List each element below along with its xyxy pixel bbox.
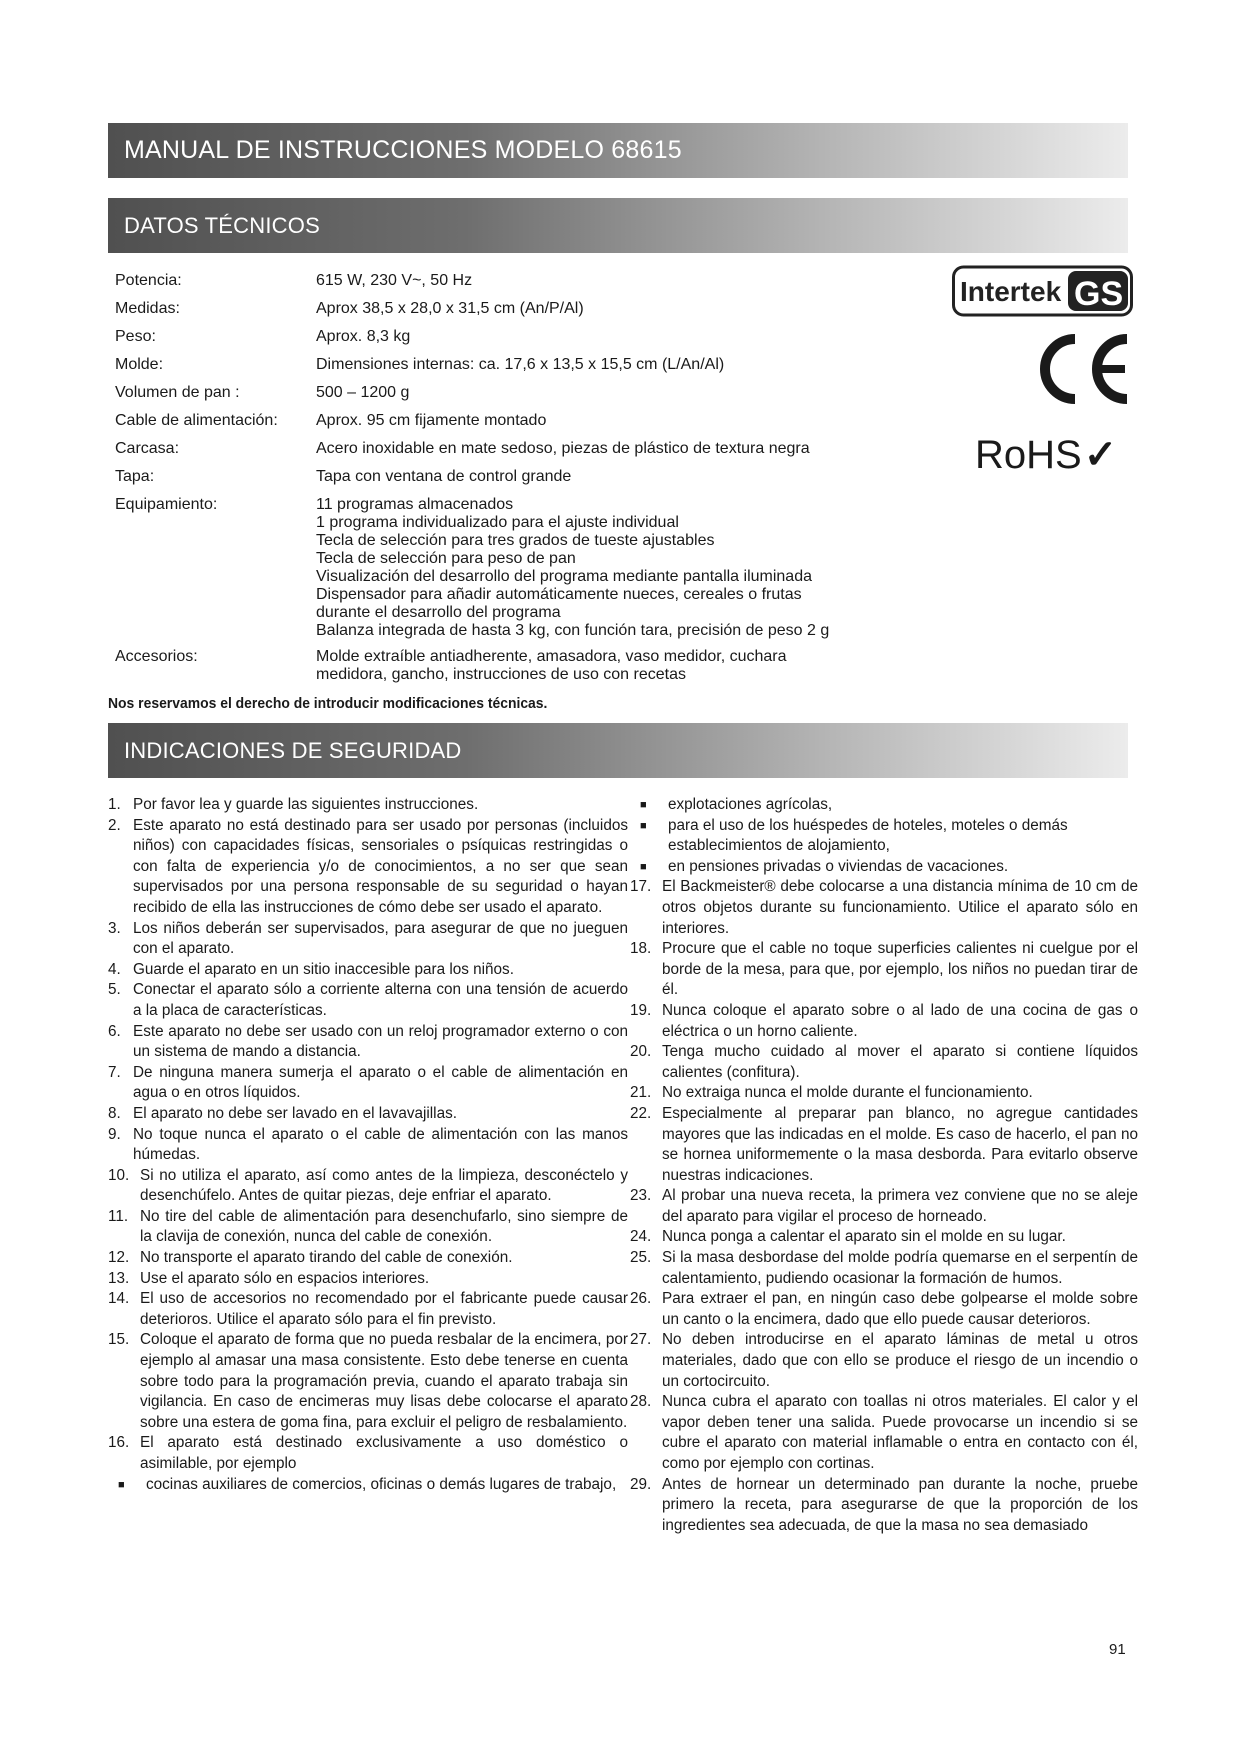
ce-mark [1035, 331, 1131, 407]
item-number: 2. [108, 816, 121, 834]
item-number: 4. [108, 960, 121, 978]
list-item [630, 1083, 1138, 1104]
spec-row [115, 300, 896, 318]
spec-row [115, 440, 896, 458]
spec-label: Tapa: [115, 468, 155, 485]
spec-value: 615 W, 230 V~, 50 Hz [316, 272, 473, 289]
spec-label: Cable de alimentación: [115, 412, 278, 429]
spec-value: Aprox. 8,3 kg [316, 328, 411, 345]
item-number: 8. [108, 1104, 121, 1122]
spec-value: Aprox. 95 cm fijamente montado [316, 412, 547, 429]
item-text: Al probar una nueva receta, la primera vez conviene que no se aleje del aparato para vigilar el proceso de horneado. [662, 1187, 1138, 1225]
square-bullet-icon: ■ [640, 819, 647, 832]
item-number: 28. [630, 1393, 652, 1411]
item-number: 10. [108, 1166, 130, 1184]
item-number: 17. [630, 878, 652, 896]
spec-label: Carcasa: [115, 440, 180, 457]
item-text: Conectar el aparato sólo a corriente alterna con una tensión de acuerdo a la placa de características. [133, 981, 628, 1019]
list-item [630, 1227, 1138, 1248]
item-number: 22. [630, 1104, 652, 1122]
item-number: 27. [630, 1331, 652, 1349]
bullet-item [630, 816, 1138, 857]
spec-value: Tapa con ventana de control grande [316, 468, 572, 485]
intertek-text: Intertek [960, 276, 1062, 307]
list-item [108, 919, 628, 960]
item-number: 1. [108, 796, 121, 813]
spec-row [115, 272, 896, 290]
item-text: Si no utiliza el aparato, así como antes de la limpieza, desconéctelo y desenchúfelo. Antes de quitar piezas, deje enfriar el aparato. [140, 1166, 628, 1205]
list-item [630, 1001, 1138, 1042]
safety-title: INDICACIONES DE SEGURIDAD [124, 737, 462, 763]
page-number: 91 [1109, 1641, 1126, 1658]
item-number: 13. [108, 1269, 130, 1287]
spec-value: Aprox 38,5 x 28,0 x 31,5 cm (An/P/Al) [316, 300, 584, 317]
list-item [630, 1475, 1138, 1537]
checkmark-icon: ✓ [1083, 433, 1118, 477]
list-item [630, 877, 1138, 939]
item-number: 24. [630, 1228, 652, 1246]
item-number: 5. [108, 981, 121, 999]
item-text: No deben introducirse en el aparato láminas de metal u otros materiales, dado que con ello se produce el riesgo de un incendio o un cortocircuito. [662, 1331, 1138, 1390]
list-item [108, 1433, 628, 1474]
list-item [108, 1330, 628, 1433]
bullet-text: explotaciones agrícolas, [668, 796, 833, 813]
list-item [108, 1207, 628, 1248]
list-item [108, 1248, 628, 1269]
item-number: 20. [630, 1043, 652, 1061]
item-number: 23. [630, 1187, 652, 1205]
item-number: 12. [108, 1249, 130, 1267]
intertek-gs-logo [952, 263, 1134, 319]
item-number: 25. [630, 1249, 652, 1267]
bullet-text: en pensiones privadas o viviendas de vacaciones. [668, 857, 1009, 875]
item-number: 19. [630, 1001, 652, 1019]
item-text: El aparato está destinado exclusivamente a uso doméstico o asimilable, por ejemplo [140, 1434, 628, 1472]
spec-label: Molde: [115, 356, 164, 373]
spec-value: Molde extraíble antiadherente, amasadora, vaso medidor, cuchara medidora, gancho, instrucciones de uso con recetas [316, 648, 787, 683]
item-text: Tenga mucho cuidado al mover el aparato si contiene líquidos calientes (confitura). [662, 1043, 1138, 1081]
safety-list-right [630, 795, 1138, 1536]
item-number: 15. [108, 1331, 130, 1349]
item-number: 26. [630, 1290, 652, 1308]
item-text: No toque nunca el aparato o el cable de alimentación con las manos húmedas. [133, 1125, 628, 1164]
list-item [108, 1289, 628, 1330]
bullet-item [630, 795, 1138, 816]
item-text: Este aparato no está destinado para ser usado por personas (incluidos niños) con capacidades físicas, sensoriales o psíquicas restringidas o con falta de experiencia y/o de conocimientos, a no ser que sean supervisados por una persona responsable de su seguridad o hayan recibido de ella las instrucciones de cómo debe ser usado el aparato. [133, 816, 628, 916]
spec-row [115, 496, 896, 640]
list-item [630, 1104, 1138, 1186]
spec-label: Medidas: [115, 300, 180, 317]
item-text: Antes de hornear un determinado pan durante la noche, pruebe primero la receta, para asegurarse de que la proporción de los ingredientes sea adecuada, de que la masa no sea demasiado [662, 1475, 1138, 1534]
list-item [630, 939, 1138, 1001]
spec-row [115, 412, 896, 430]
item-text: Nunca cubra el aparato con toallas ni otros materiales. El calor y el vapor deben tener una salida. Puede provocarse un incendio si se cubre el aparato con material inflamable o entra en contacto con él, como por ejemplo con cortinas. [662, 1393, 1138, 1472]
spec-value: 500 – 1200 g [316, 384, 410, 401]
item-number: 21. [630, 1084, 652, 1102]
item-text: Use el aparato sólo en espacios interiores. [140, 1269, 430, 1287]
gs-text: GS [1074, 275, 1124, 313]
item-text: Este aparato no debe ser usado con un reloj programador externo o con un sistema de mando a distancia. [133, 1022, 628, 1061]
item-text: Especialmente al preparar pan blanco, no agregue cantidades mayores que las indicadas en el molde. Es caso de hacerlo, el pan no se hornea uniformemente o la masa desborda. Para evitarlo observe nuestras indicaciones. [662, 1104, 1138, 1184]
item-text: Los niños deberán ser supervisados, para asegurar de que no jueguen con el aparato. [133, 919, 628, 958]
manual-title-banner [108, 123, 1128, 178]
item-text: El aparato no debe ser lavado en el lavavajillas. [133, 1104, 457, 1122]
spec-label: Potencia: [115, 272, 182, 289]
list-item [108, 960, 628, 981]
item-text: No tire del cable de alimentación para desenchufarlo, sino siempre de la clavija de conexión, nunca del cable de conexión. [140, 1207, 628, 1246]
item-text: Si la masa desbordase del molde podría quemarse en el serpentín de calentamiento, pudiendo ocasionar la formación de humos. [662, 1249, 1138, 1287]
spec-row [115, 356, 896, 374]
list-item [630, 1248, 1138, 1289]
safety-banner [108, 723, 1128, 778]
reserve-note: Nos reservamos el derecho de introducir modificaciones técnicas. [108, 696, 548, 712]
spec-row [115, 384, 896, 402]
item-text: Nunca ponga a calentar el aparato sin el molde en su lugar. [662, 1228, 1066, 1246]
bullet-text: para el uso de los huéspedes de hoteles, moteles o demás establecimientos de alojamiento, [668, 816, 1068, 855]
list-item [108, 1063, 628, 1104]
list-item [630, 1330, 1138, 1392]
spec-row [115, 328, 896, 346]
item-text: Guarde el aparato en un sitio inaccesible para los niños. [133, 960, 514, 978]
item-text: De ninguna manera sumerja el aparato o el cable de alimentación en agua o en otros líquidos. [133, 1063, 628, 1102]
spec-label: Volumen de pan : [115, 384, 240, 401]
item-number: 11. [108, 1207, 129, 1225]
bullet-item [108, 1475, 628, 1496]
square-bullet-icon: ■ [118, 1478, 125, 1491]
item-number: 9. [108, 1125, 121, 1143]
list-item [630, 1186, 1138, 1227]
tech-data-banner [108, 198, 1128, 253]
item-number: 16. [108, 1434, 130, 1452]
item-number: 3. [108, 919, 121, 937]
list-item [108, 980, 628, 1021]
item-number: 18. [630, 940, 652, 958]
list-item [108, 1022, 628, 1063]
spec-value: Acero inoxidable en mate sedoso, piezas de plástico de textura negra [316, 440, 810, 457]
item-text: No extraiga nunca el molde durante el funcionamiento. [662, 1084, 1033, 1102]
item-number: 14. [108, 1290, 130, 1308]
item-number: 6. [108, 1022, 121, 1040]
list-item [108, 1166, 628, 1207]
spec-value: 11 programas almacenados 1 programa individualizado para el ajuste individual Tecla de selección para tres grados de tueste ajustables Tecla de selección para peso de pan Visualización del desarrollo del programa mediante pantalla iluminada Dispensador para añadir automáticamente nueces, cereales o frutas durante el desarrollo del programa Balanza integrada de hasta 3 kg, con función tara, precisión de peso 2 g [316, 496, 830, 639]
item-text: Por favor lea y guarde las siguientes instrucciones. [133, 796, 479, 813]
list-item [630, 1392, 1138, 1474]
item-number: 29. [630, 1475, 652, 1493]
spec-label: Accesorios: [115, 648, 198, 665]
rohs-logo [975, 432, 1117, 478]
ce-label: CE [1035, 331, 1037, 332]
spec-row [115, 468, 896, 486]
list-item [108, 1269, 628, 1290]
spec-row [115, 648, 896, 684]
tech-data-title: DATOS TÉCNICOS [124, 212, 320, 238]
item-text: El uso de accesorios no recomendado por el fabricante puede causar deterioros. Utilice el aparato sólo para el fin previsto. [140, 1290, 628, 1328]
list-item [630, 1042, 1138, 1083]
item-text: Nunca coloque el aparato sobre o al lado de una cocina de gas o eléctrica o un horno caliente. [662, 1001, 1138, 1040]
item-text: El Backmeister® debe colocarse a una distancia mínima de 10 cm de otros objetos durante su funcionamiento. Utilice el aparato sólo en interiores. [662, 878, 1138, 937]
spec-value: Dimensiones internas: ca. 17,6 x 13,5 x 15,5 cm (L/An/Al) [316, 356, 725, 373]
list-item [108, 816, 628, 919]
rohs-text: RoHS [975, 433, 1082, 477]
list-item [108, 1125, 628, 1166]
item-text: Para extraer el pan, en ningún caso debe golpearse el molde sobre un canto o la encimera, dado que ello puede causar deterioros. [662, 1290, 1138, 1328]
list-item [108, 795, 628, 816]
item-text: No transporte el aparato tirando del cable de conexión. [140, 1249, 513, 1267]
bullet-text: cocinas auxiliares de comercios, oficinas o demás lugares de trabajo, [146, 1475, 617, 1493]
square-bullet-icon: ■ [640, 799, 647, 811]
item-text: Procure que el cable no toque superficies calientes ni cuelgue por el borde de la mesa, para que, por ejemplo, los niños no puedan tirar de él. [662, 940, 1138, 999]
bullet-item [630, 857, 1138, 878]
spec-label: Equipamiento: [115, 496, 218, 513]
list-item [108, 1104, 628, 1125]
manual-title: MANUAL DE INSTRUCCIONES MODELO 68615 [124, 136, 682, 164]
safety-list-left [108, 795, 628, 1495]
list-item [630, 1289, 1138, 1330]
square-bullet-icon: ■ [640, 860, 647, 873]
item-text: Coloque el aparato de forma que no pueda resbalar de la encimera, por ejemplo al amasar una masa consistente. Esto debe tenerse en cuenta sobre todo para la programación previa, cuando el aparato trabaja sin vigilancia. En caso de encimeras muy lisas debe colocarse el aparato sobre una estera de goma fina, para excluir el peligro de resbalamiento. [140, 1331, 628, 1431]
spec-label: Peso: [115, 328, 156, 345]
item-number: 7. [108, 1063, 121, 1081]
